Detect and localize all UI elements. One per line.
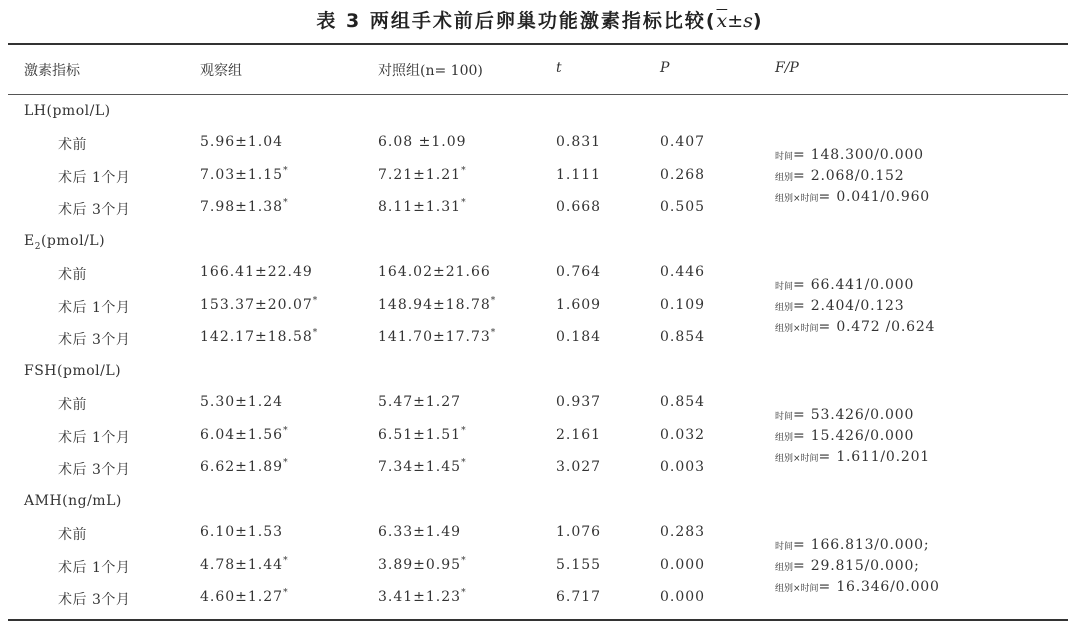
t-value: 1.609	[556, 296, 602, 313]
bottom-rule	[8, 619, 1068, 621]
header-indicator: 激素指标	[24, 63, 80, 79]
t-value: 0.668	[556, 199, 602, 215]
control-value: 6.08 ±1.09	[378, 134, 467, 150]
fp-label: 组别×时间	[775, 324, 819, 334]
fp-value: 组别= 2.068/0.152	[775, 168, 905, 184]
observe-value: 6.62±1.89*	[200, 458, 289, 475]
p-value: 0.000	[660, 556, 706, 573]
observe-value: 4.60±1.27*	[200, 588, 289, 605]
fp-value: 组别= 29.815/0.000;	[775, 558, 920, 574]
fp-label: 组别	[775, 303, 794, 313]
p-value: 0.407	[660, 134, 706, 150]
fp-value: 组别×时间= 0.041/0.960	[775, 189, 931, 205]
control-value: 148.94±18.78*	[378, 295, 497, 313]
observe-value: 166.41±22.49	[200, 264, 313, 280]
fp-value: 组别×时间= 16.346/0.000	[775, 579, 940, 595]
control-value: 5.47±1.27	[378, 394, 462, 410]
fp-value: 组别×时间= 1.611/0.201	[775, 449, 931, 465]
control-value: 3.89±0.95*	[378, 555, 467, 573]
p-value: 0.854	[660, 329, 706, 345]
p-value: 0.854	[660, 394, 706, 410]
p-value: 0.505	[660, 199, 706, 215]
p-value: 0.032	[660, 426, 706, 443]
fp-value: 时间= 148.300/0.000	[775, 147, 924, 163]
observe-value: 142.17±18.58*	[200, 328, 319, 345]
row-label: 术前	[58, 137, 87, 153]
fp-value: 时间= 53.426/0.000	[775, 407, 915, 423]
header-observe: 观察组	[200, 63, 242, 79]
fp-label: 时间	[775, 412, 794, 422]
row-label: 术后 1个月	[58, 559, 131, 576]
observe-value: 153.37±20.07*	[200, 295, 319, 313]
t-value: 0.831	[556, 134, 602, 150]
control-value: 141.70±17.73*	[378, 328, 497, 345]
t-value: 5.155	[556, 556, 602, 573]
fp-label: 组别×时间	[775, 584, 819, 594]
observe-value: 4.78±1.44*	[200, 555, 289, 573]
control-value: 8.11±1.31*	[378, 198, 467, 215]
t-value: 1.111	[556, 166, 602, 183]
t-value: 0.937	[556, 394, 602, 410]
row-label: 术后 1个月	[58, 299, 131, 316]
row-label: 术后 1个月	[58, 429, 131, 446]
control-value: 3.41±1.23*	[378, 588, 467, 605]
group-label: LH(pmol/L)	[24, 103, 111, 119]
observe-value: 7.98±1.38*	[200, 198, 289, 215]
control-value: 164.02±21.66	[378, 264, 491, 280]
observe-value: 5.30±1.24	[200, 394, 284, 410]
t-value: 1.076	[556, 524, 602, 540]
header-rule	[8, 94, 1068, 95]
row-label: 术后 1个月	[58, 169, 131, 186]
row-label: 术前	[58, 527, 87, 543]
control-value: 6.51±1.51*	[378, 425, 467, 443]
row-label: 术后 3个月	[58, 592, 131, 608]
row-label: 术后 3个月	[58, 462, 131, 478]
header-fp: F/P	[775, 60, 799, 76]
t-value: 3.027	[556, 459, 602, 475]
group-label: AMH(ng/mL)	[24, 493, 122, 509]
control-value: 6.33±1.49	[378, 524, 462, 540]
group-label: FSH(pmol/L)	[24, 363, 122, 379]
fp-label: 组别	[775, 173, 794, 183]
row-label: 术后 3个月	[58, 332, 131, 348]
p-value: 0.446	[660, 264, 706, 280]
header-p: P	[660, 60, 670, 76]
fp-value: 组别= 2.404/0.123	[775, 298, 905, 314]
t-value: 6.717	[556, 589, 602, 605]
row-label: 术前	[58, 267, 87, 283]
fp-value: 时间= 66.441/0.000	[775, 277, 915, 293]
p-value: 0.268	[660, 166, 706, 183]
t-value: 0.184	[556, 329, 602, 345]
p-value: 0.000	[660, 589, 706, 605]
header-t: t	[556, 60, 562, 76]
p-value: 0.109	[660, 296, 706, 313]
p-value: 0.003	[660, 459, 706, 475]
observe-value: 6.10±1.53	[200, 524, 284, 540]
row-label: 术后 3个月	[58, 202, 131, 218]
fp-value: 组别= 15.426/0.000	[775, 428, 915, 444]
t-value: 2.161	[556, 426, 602, 443]
fp-label: 时间	[775, 152, 794, 162]
control-value: 7.21±1.21*	[378, 165, 467, 183]
observe-value: 6.04±1.56*	[200, 425, 289, 443]
fp-label: 组别	[775, 563, 794, 573]
row-label: 术前	[58, 397, 87, 413]
fp-label: 组别	[775, 433, 794, 443]
fp-label: 时间	[775, 542, 794, 552]
top-rule	[8, 43, 1068, 45]
observe-value: 7.03±1.15*	[200, 165, 289, 183]
observe-value: 5.96±1.04	[200, 134, 284, 150]
fp-label: 组别×时间	[775, 194, 819, 204]
fp-label: 组别×时间	[775, 454, 819, 464]
fp-value: 组别×时间= 0.472 /0.624	[775, 319, 936, 335]
fp-label: 时间	[775, 282, 794, 292]
p-value: 0.283	[660, 524, 706, 540]
group-label: $E_2(pmol/L)$	[24, 233, 106, 252]
control-value: 7.34±1.45*	[378, 458, 467, 475]
fp-value: 时间= 166.813/0.000;	[775, 537, 930, 553]
t-value: 0.764	[556, 264, 602, 280]
header-control: 对照组(n= 100)	[378, 63, 483, 79]
table-title: 表 3 两组手术前后卵巢功能激素指标比较$(\overline{x}\pm s)$	[316, 10, 764, 32]
